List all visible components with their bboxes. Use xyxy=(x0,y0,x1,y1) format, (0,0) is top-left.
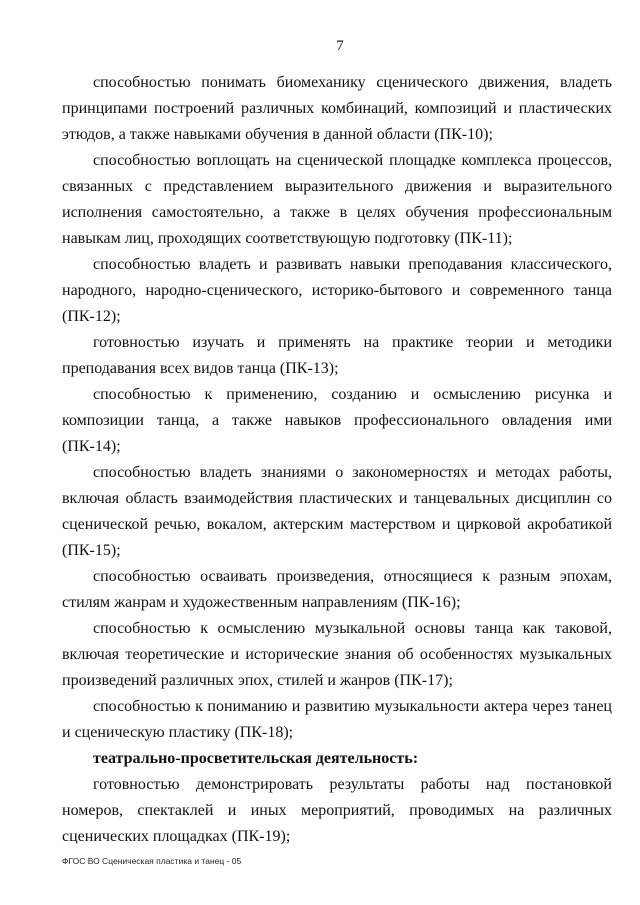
paragraph-pk-18: способностью к пониманию и развитию музыкальности актера через танец и сценическую пластику (ПК-18); xyxy=(62,698,612,741)
paragraph-pk-11: способностью воплощать на сценической площадке комплекса процессов, связанных с представлением выразительного движения и выразительного исполнения самостоятельно, а также в целях обучения профессиональным навыкам лиц, проходящих соответствующую подготовку (ПК-11); xyxy=(62,152,612,247)
paragraph-pk-13: готовностью изучать и применять на практике теории и методики преподавания всех видов танца (ПК-13); xyxy=(62,334,612,377)
paragraph-pk-16: способностью осваивать произведения, относящиеся к разным эпохам, стилям жанрам и художественным направлениям (ПК-16); xyxy=(62,568,612,611)
paragraph-pk-15: способностью владеть знаниями о закономерностях и методах работы, включая область взаимодействия пластических и танцевальных дисциплин со сценической речью, вокалом, актерским мастерством и цирковой акробатикой (ПК-15); xyxy=(62,464,612,559)
section-heading: театрально-просветительская деятельность: xyxy=(93,750,419,767)
page-footer: ФГОС ВО Сценическая пластика и танец - 05 xyxy=(62,856,242,866)
page-number: 7 xyxy=(336,38,344,54)
paragraph-pk-14: способностью к применению, созданию и осмыслению рисунка и композиции танца, а также навыков профессионального овладения ими (ПК-14); xyxy=(62,386,612,455)
document-body xyxy=(62,70,612,850)
paragraph-pk-10: способностью понимать биомеханику сценического движения, владеть принципами построений различных комбинаций, композиций и пластических этюдов, а также навыками обучения в данной области (ПК-10); xyxy=(62,74,612,143)
paragraph-pk-12: способностью владеть и развивать навыки преподавания классического, народного, народно-сценического, историко-бытового и современного танца (ПК-12); xyxy=(62,256,612,325)
paragraph-pk-19: готовностью демонстрировать результаты работы над постановкой номеров, спектаклей и иных мероприятий, проводимых на различных сценических площадках (ПК-19); xyxy=(62,776,612,845)
paragraph-pk-17: способностью к осмыслению музыкальной основы танца как таковой, включая теоретические и исторические знания об особенностях музыкальных произведений различных эпох, стилей и жанров (ПК-17); xyxy=(62,620,612,689)
